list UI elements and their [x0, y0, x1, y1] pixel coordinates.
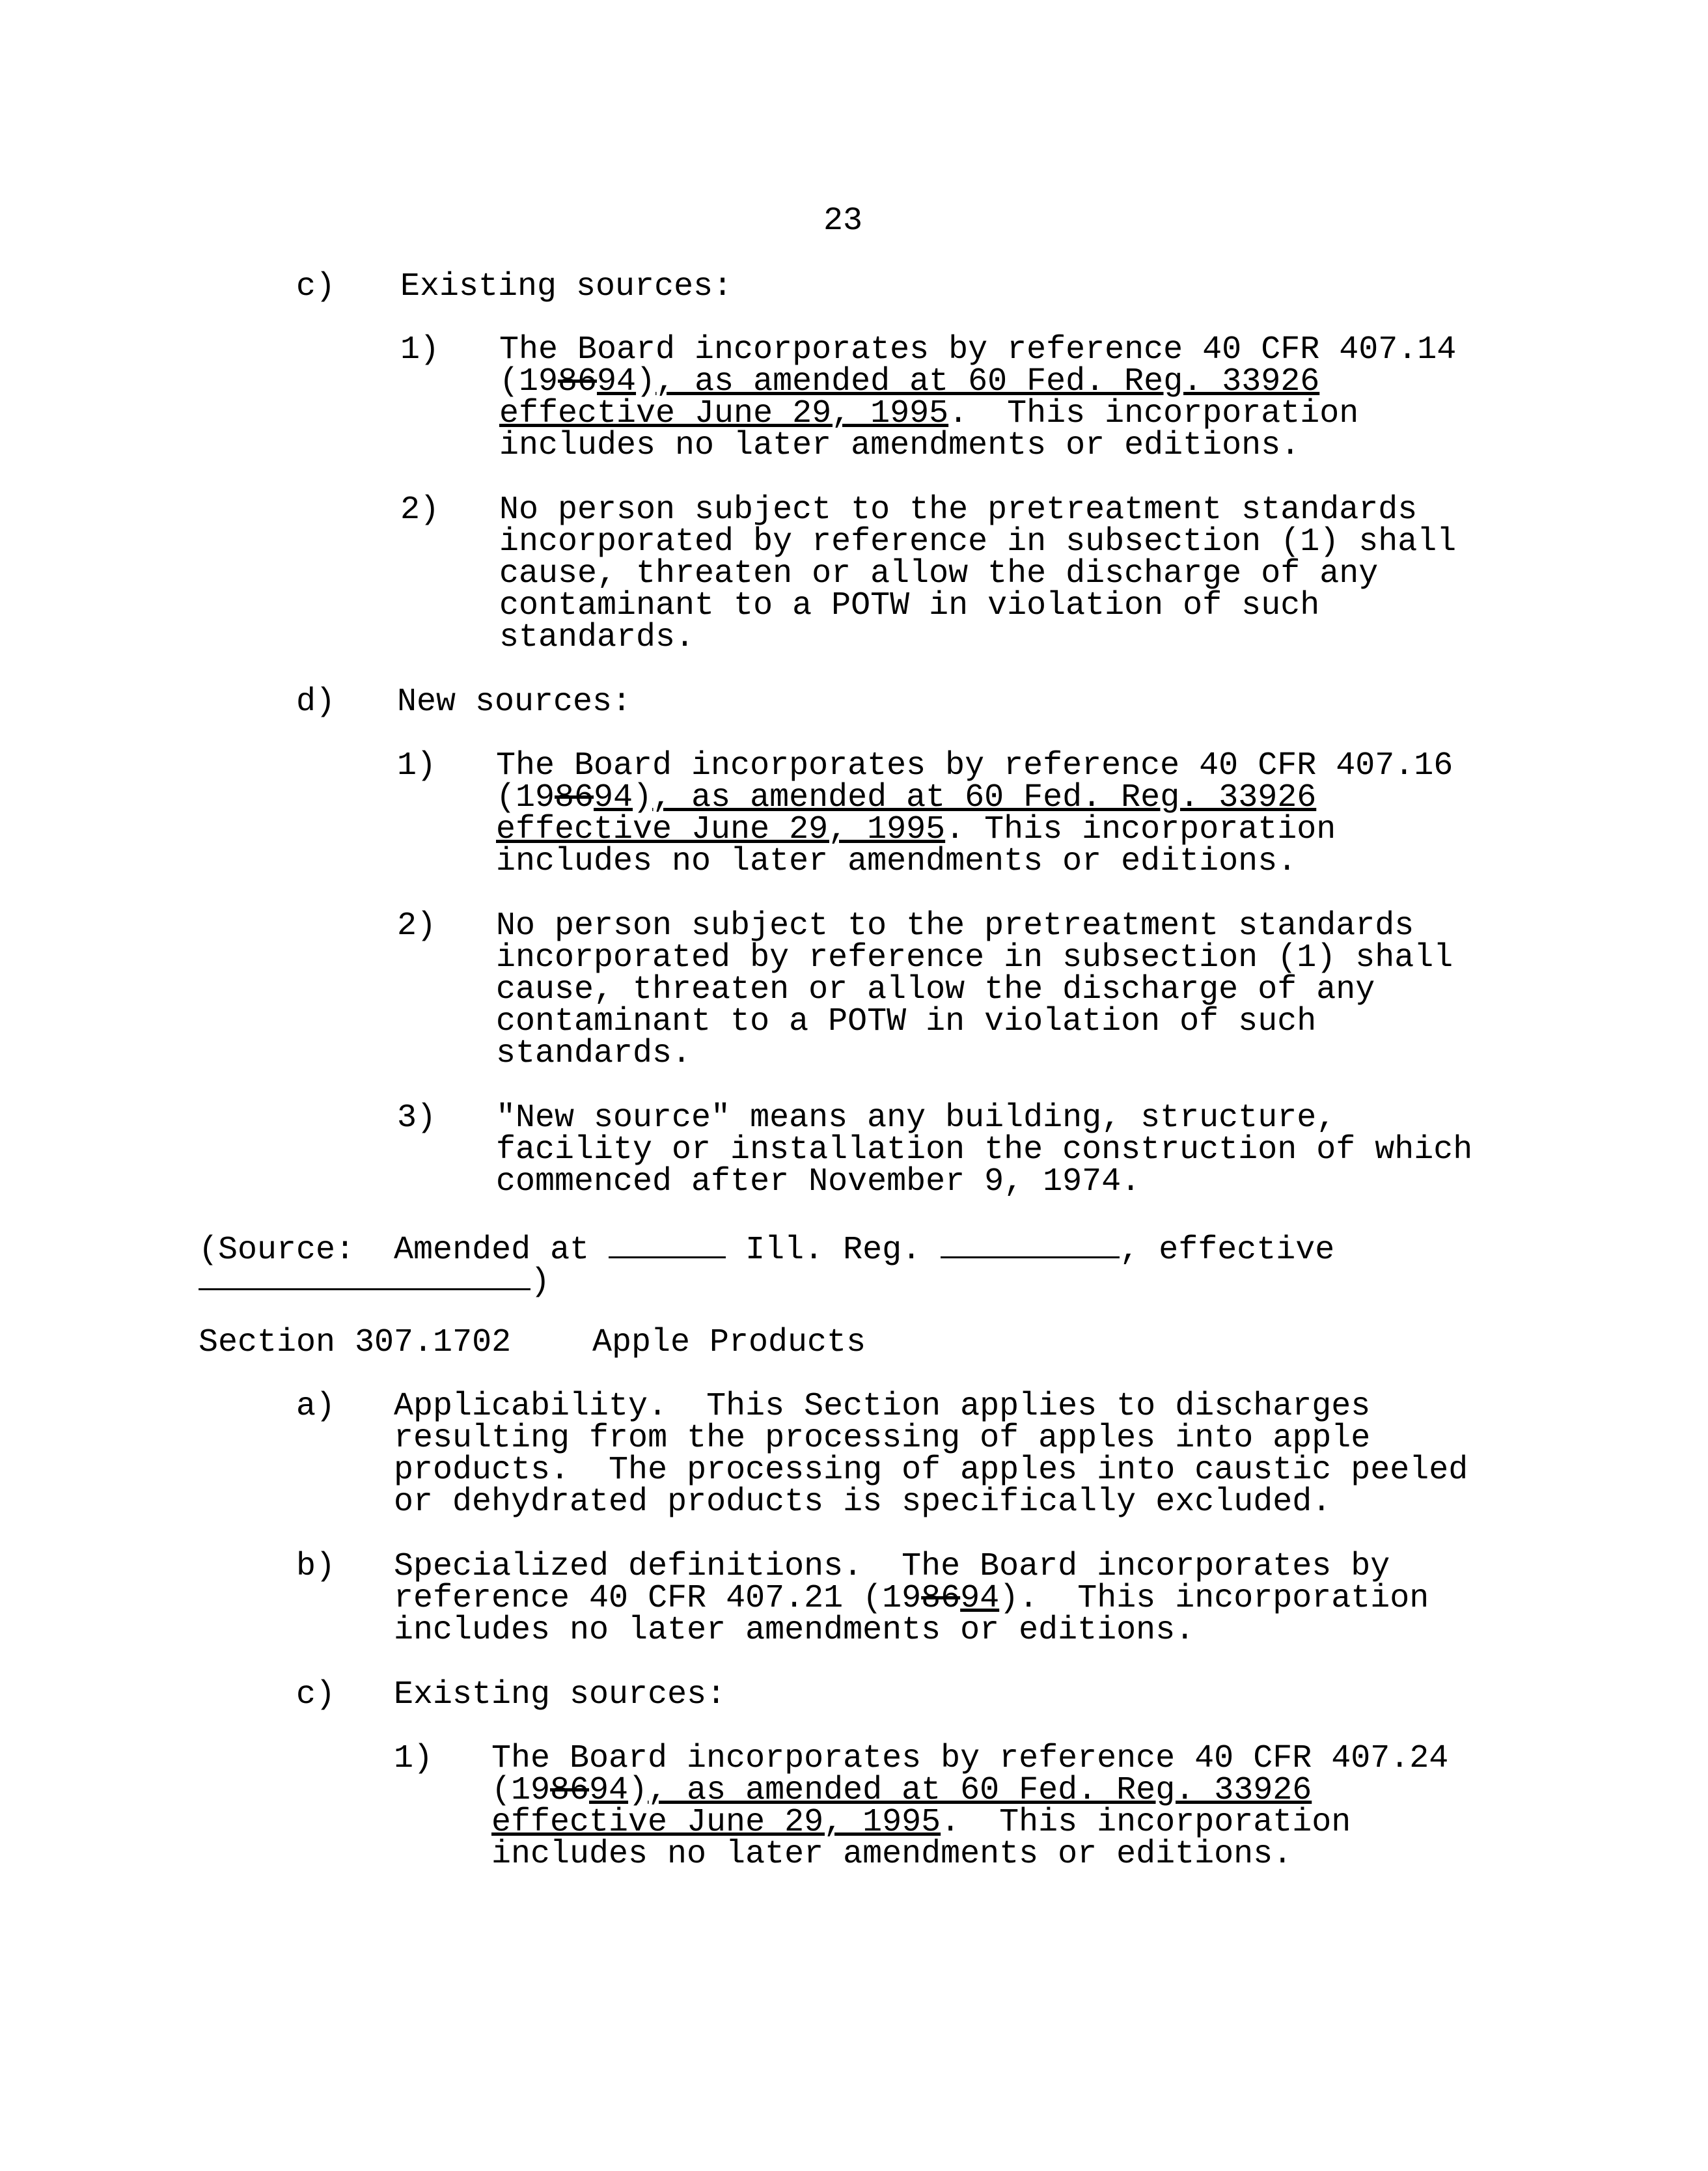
inserted-text: effective June 29, 1995 — [491, 1804, 941, 1841]
paragraph-line-amended: (198694), as amended at 60 Fed. Reg. 33926 — [491, 1772, 1312, 1809]
paragraph-line: incorporated by reference in subsection (1) shall — [496, 939, 1453, 976]
source-note: (Source: Amended at Ill. Reg. , effective — [199, 1232, 1335, 1269]
paragraph-line: or dehydrated products is specifically excluded. — [394, 1484, 1332, 1521]
paragraph-line: No person subject to the pretreatment standards — [496, 907, 1414, 945]
inserted-text: , as amended at 60 Fed. Reg. 33926 — [648, 1772, 1312, 1809]
item-number: 3) — [397, 1099, 437, 1137]
blank-line — [609, 1230, 726, 1258]
paragraph-line: The Board incorporates by reference 40 CFR 407.24 — [491, 1740, 1449, 1777]
paragraph-line: commenced after November 9, 1974. — [496, 1163, 1141, 1200]
item-number: 1) — [400, 331, 440, 368]
item-number: 2) — [397, 907, 437, 945]
subsection-heading: New sources: — [397, 684, 632, 721]
item-number: 1) — [397, 747, 437, 784]
paragraph-line-amended: reference 40 CFR 407.21 (198694). This incorporation — [394, 1580, 1429, 1617]
paragraph-line: cause, threaten or allow the discharge of any — [499, 555, 1379, 592]
inserted-text: 94 — [597, 363, 637, 400]
subsection-label: c) — [296, 1676, 336, 1713]
inserted-text: 94 — [960, 1580, 1000, 1617]
inserted-text: effective June 29, 1995 — [496, 811, 946, 848]
item-number: 1) — [394, 1740, 434, 1777]
paragraph-line-amended: effective June 29, 1995. This incorporation — [491, 1804, 1351, 1841]
inserted-text: , as amended at 60 Fed. Reg. 33926 — [652, 779, 1317, 816]
paragraph-line: standards. — [499, 619, 695, 656]
paragraph-line: includes no later amendments or editions. — [394, 1612, 1195, 1649]
paragraph-line: Specialized definitions. The Board incorporates by — [394, 1548, 1390, 1585]
paragraph-line-amended: (198694), as amended at 60 Fed. Reg. 33926 — [496, 779, 1317, 816]
subsection-label: a) — [296, 1388, 336, 1425]
page-number: 23 — [823, 202, 863, 240]
paragraph-line: includes no later amendments or editions. — [496, 843, 1297, 880]
paragraph-line: products. The processing of apples into caustic peeled — [394, 1452, 1468, 1489]
inserted-text: , as amended at 60 Fed. Reg. 33926 — [655, 363, 1320, 400]
paragraph-line: resulting from the processing of apples into apple — [394, 1420, 1371, 1457]
deleted-text: 86 — [555, 779, 594, 816]
blank-line — [941, 1230, 1120, 1258]
blank-line — [199, 1262, 530, 1290]
paragraph-line: contaminant to a POTW in violation of such — [499, 587, 1320, 624]
section-title: Apple Products — [592, 1324, 866, 1361]
inserted-text: 94 — [589, 1772, 629, 1809]
subsection-heading: Existing sources: — [394, 1676, 726, 1713]
source-note-end: ) — [199, 1262, 550, 1299]
subsection-label: b) — [296, 1548, 336, 1585]
paragraph-line: No person subject to the pretreatment standards — [499, 491, 1418, 529]
paragraph-line-amended: effective June 29, 1995. This incorporation — [496, 811, 1336, 848]
paragraph-line: The Board incorporates by reference 40 CFR 407.16 — [496, 747, 1453, 784]
section-number: Section 307.1702 — [199, 1324, 512, 1361]
deleted-text: 86 — [550, 1772, 590, 1809]
subsection-heading: Existing sources: — [400, 268, 733, 305]
subsection-label: c) — [296, 268, 336, 305]
paragraph-line-amended: effective June 29, 1995. This incorporation — [499, 395, 1359, 432]
paragraph-line: contaminant to a POTW in violation of such — [496, 1003, 1317, 1040]
deleted-text: 86 — [921, 1580, 961, 1617]
deleted-text: 86 — [558, 363, 598, 400]
paragraph-line: facility or installation the construction of which — [496, 1131, 1473, 1168]
paragraph-line-amended: (198694), as amended at 60 Fed. Reg. 33926 — [499, 363, 1320, 400]
paragraph-line: cause, threaten or allow the discharge of any — [496, 971, 1375, 1008]
inserted-text: effective June 29, 1995 — [499, 395, 949, 432]
paragraph-line: includes no later amendments or editions. — [499, 427, 1301, 464]
paragraph-line: incorporated by reference in subsection (1) shall — [499, 523, 1457, 560]
paragraph-line: standards. — [496, 1035, 692, 1072]
paragraph-line: includes no later amendments or editions. — [491, 1836, 1293, 1873]
subsection-label: d) — [296, 684, 336, 721]
item-number: 2) — [400, 491, 440, 529]
paragraph-line: Applicability. This Section applies to discharges — [394, 1388, 1371, 1425]
paragraph-line: "New source" means any building, structure, — [496, 1099, 1336, 1137]
paragraph-line: The Board incorporates by reference 40 CFR 407.14 — [499, 331, 1457, 368]
inserted-text: 94 — [594, 779, 633, 816]
